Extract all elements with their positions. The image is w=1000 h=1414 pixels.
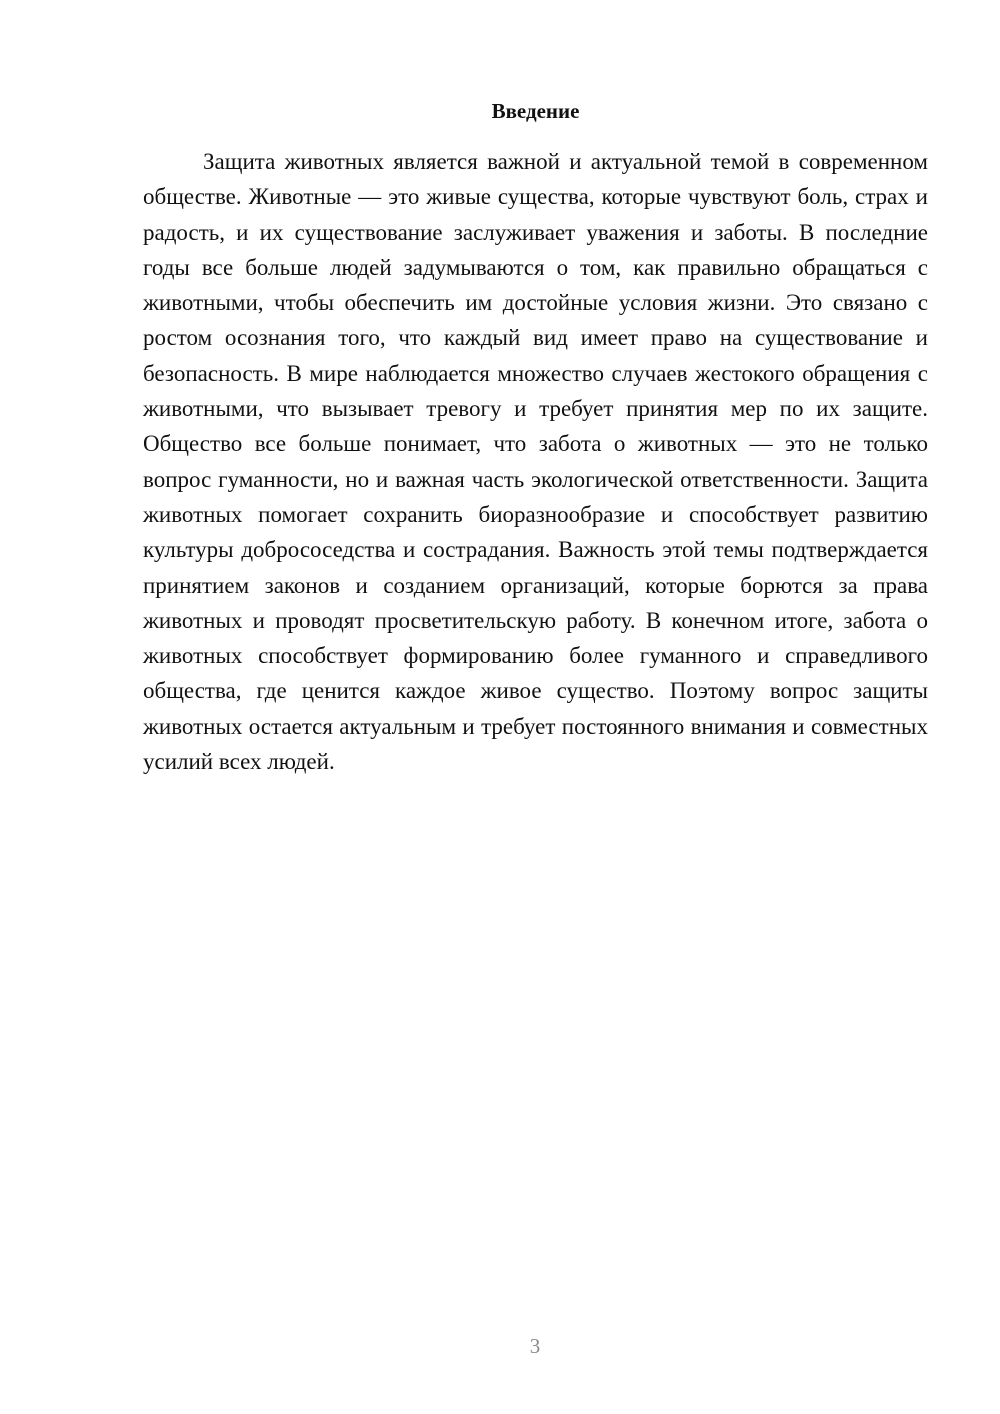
section-heading: Введение bbox=[491, 99, 580, 123]
page-number: 3 bbox=[529, 1334, 541, 1358]
body-paragraph: Защита животных является важной и актуальной темой в современном обществе. Животные — это живые существа, которые чувствуют боль, страх и радость, и их существование заслуживает уважения и заботы. В последние годы все больше людей задумываются о том, как правильно обращаться с животными, чтобы обеспечить им достойные условия жизни. Это связано с ростом осознания того, что каждый вид имеет право на существование и безопасность. В мире наблюдается множество случаев жестокого обращения с животными, что вызывает тревогу и требует принятия мер по их защите. Общество все больше понимает, что забота о животных — это не только вопрос гуманности, но и важная часть экологической ответственности. Защита животных помогает сохранить биоразнообразие и способствует развитию культуры добрососедства и сострадания. Важность этой темы подтверждается принятием законов и созданием организаций, которые борются за права животных и проводят просветительскую работу. В конечном итоге, забота о животных способствует формированию более гуманного и справедливого общества, где ценится каждое живое существо. Поэтому вопрос защиты животных остается актуальным и требует постоянного внимания и совместных усилий всех людей. bbox=[143, 149, 928, 775]
